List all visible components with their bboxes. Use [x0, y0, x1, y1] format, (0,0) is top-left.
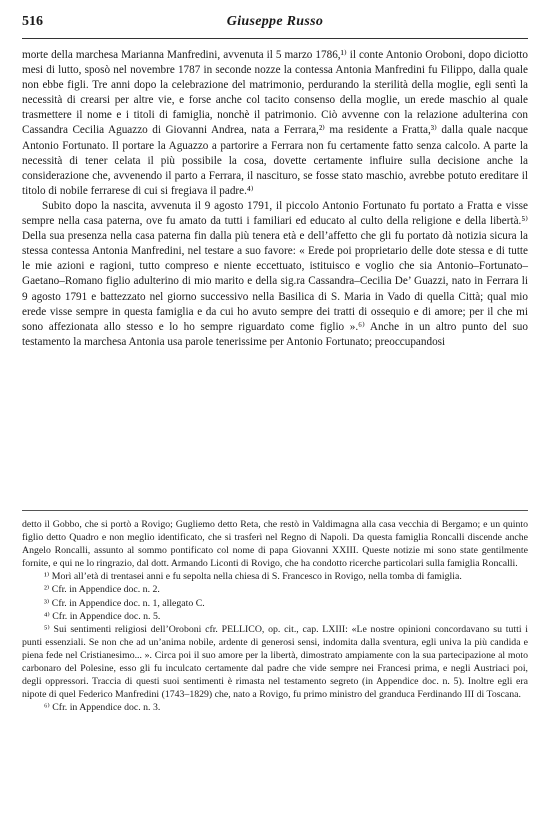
running-header [22, 14, 528, 36]
page-number: 516 [22, 14, 43, 29]
footnote-5: ⁵⁾ Sui sentimenti religiosi dell’Oroboni cfr. PELLICO, op. cit., cap. LXIII: «Le nostre opinioni concordavano su tutti i punti essenziali. Se non che ad un’anima nobile, ardente di generosi sensi, indomita dalla sventura, egli univa la più candida e piena fede nel Cristianesimo... ». Circa poi il suo amore per la libertà, dimostrato ampiamente con la sua partecipazione al moto carbonaro del Polesine, esso gli fu inculcato certamente dal padre che vide sempre nei Francesi prima, e negli Austriaci poi, degli oppressori. Traccia di questi suoi sentimenti è rimasta nel testamento segreto (in Appendice doc. n. 5). Inoltre egli era nipote di quel Federico Manfredini (1743–1829) che, nato a Rovigo, fu primo ministro del granduca Ferdinando III di Toscana. [22, 623, 528, 701]
footnote-rule [22, 510, 528, 511]
paragraph-2: Subito dopo la nascita, avvenuta il 9 agosto 1791, il piccolo Antonio Fortunato fu portato a Fratta e visse sempre nella casa paterna, ove fu amato da tutti i familiari ed educato al culto della religione e della libertà.⁵⁾ Della sua presenza nella casa paterna fin dalla più tenera età e dell’affetto che gli fu portato dà notizia sicura la stessa contessa Antonia Manfredini, nel testare a suo favore: « Erede poi proprietario delle dote stessa e di tutte le mie azioni e ragioni, tutto compreso e niente eccettuato, istituisco e voglio che sia Antonio–Fortunato–Gaetano–Romano figlio adulterino di mio marito e della sig.ra Cassandra–Cecilia De’ Guazzi, nato in Ferrara li 9 agosto 1791 e battezzato nel giorno successivo nella Basilica di S. Maria in Vado di quella Città; qual mio erede visse sempre in questa famiglia e da cui ho avuto sempre dei tratti di ossequio e di amore; per il che mi sono affezionata allo stesso e lo ho sempre riguardato come figlio ».⁶⁾ Anche in un altro punto del suo testamento la marchesa Antonia usa parole tenerissime per Antonio Fortunato; preoccupandosi [22, 199, 528, 348]
footnote-continuation: detto il Gobbo, che si portò a Rovigo; Gugliemo detto Reta, che restò in Valdimagna alla casa vecchia di Bergamo; e un quinto figlio detto Quadro e non meglio identificato, che si trasferì nel Regno di Napoli. Da questa famiglia Roncalli discende anche Angelo Roncalli, assunto al sommo pontificato col nome di papa Giovanni XXIII. Queste notizie mi sono state gentilmente fornite, e qui ne lo ringrazio, dal dott. Armando Liconti di Rovigo, che ha condotto ricerche particolari sulla famiglia Roncalli. [22, 519, 528, 570]
footnote-2: ²⁾ Cfr. in Appendice doc. n. 2. [44, 584, 160, 596]
footnote-4: ⁴⁾ Cfr. in Appendice doc. n. 5. [44, 610, 161, 622]
footnote-3: ³⁾ Cfr. in Appendice doc. n. 1, allegato C. [44, 597, 205, 609]
footnotes [22, 518, 528, 714]
footnote-1: ¹⁾ Morì all’età di trentasei anni e fu sepolta nella chiesa di S. Francesco in Rovigo, nella tomba di famiglia. [44, 571, 462, 583]
running-title: Giuseppe Russo [226, 14, 324, 29]
paragraph-1: morte della marchesa Marianna Manfredini, avvenuta il 5 marzo 1786,¹⁾ il conte Antonio Oroboni, dopo diciotto mesi di lutto, sposò nel novembre 1787 in seconde nozze la contessa Antonia Manfredini fu Filippo, dalla quale non ebbe figli. Tre anni dopo la celebrazione del matrimonio, perdurando la sterilità della moglie, egli sentì la necessità di crearsi per altre vie, e forse anche col tacito consenso della moglie, un erede maschio al quale trasmettere il nome e i titoli di famiglia, nonchè il patrimonio. Ciò avvenne con la relazione adulterina con Cassandra Cecilia Aguazzo di Giovanni Andrea, nata a Ferrara,²⁾ ma residente a Fratta,³⁾ dalla quale nacque Antonio Fortunato. Il portare la Aguazzo a partorire a Ferrara non fu certamente fatto senza calcolo. A parte la necessità di tener celata il più possibile la cosa, dovette certamente influire sulla decisione anche la considerazione che, avvenendo il parto a Ferrara, il nascituro, se fosse stato maschio, avrebbe potuto ereditare il titolo di nobile ferrarese di cui si fregiava il padre.⁴⁾ [22, 49, 528, 197]
footnote-6: ⁶⁾ Cfr. in Appendice doc. n. 3. [44, 702, 161, 714]
main-text [22, 48, 528, 350]
header-rule [22, 38, 528, 39]
